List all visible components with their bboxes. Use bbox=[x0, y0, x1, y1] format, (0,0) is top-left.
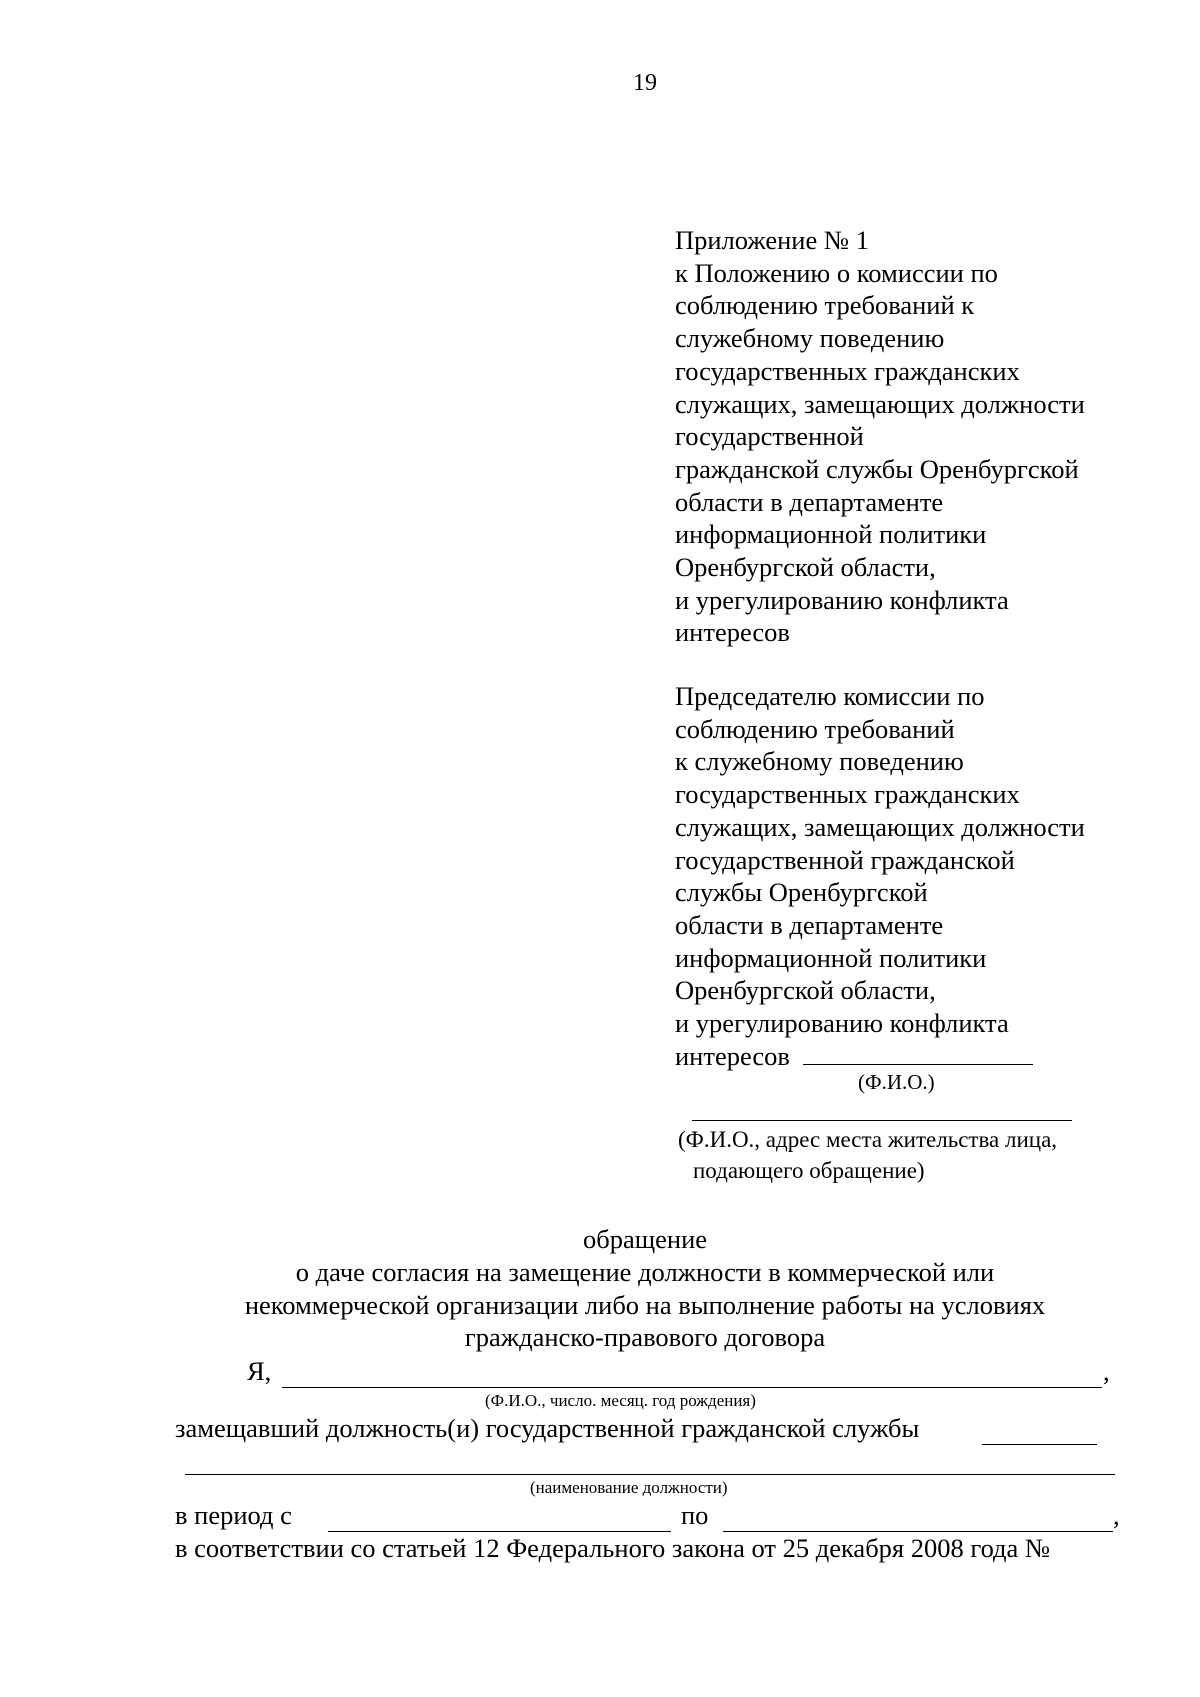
appendix-line: области в департаменте bbox=[675, 486, 944, 517]
appendix-line: к Положению о комиссии по bbox=[675, 257, 998, 288]
addressee-line: службы Оренбургской bbox=[675, 877, 928, 908]
full-name-field[interactable] bbox=[282, 1387, 1102, 1388]
addressee-line: государственных гражданских bbox=[675, 779, 1020, 810]
document-subtitle-line1: о даче согласия на замещение должности в коммерческой или bbox=[295, 1257, 995, 1287]
law-reference: в соответствии со статьей 12 Федерального закона от 25 декабря 2008 года № bbox=[175, 1533, 1051, 1563]
document-title: обращение bbox=[582, 1224, 708, 1254]
page-number: 19 bbox=[633, 70, 657, 96]
appendix-line: гражданской службы Оренбургской bbox=[675, 453, 1079, 484]
position-text: замещавший должность(и) государственной гражданской службы bbox=[175, 1413, 920, 1443]
addressee-line: Председателю комиссии по bbox=[675, 681, 985, 711]
chair-name-field[interactable] bbox=[803, 1040, 1033, 1065]
addressee-line: служащих, замещающих должности bbox=[675, 811, 1085, 842]
period-from-label: в период с bbox=[175, 1500, 292, 1530]
addressee-line: и урегулированию конфликта bbox=[675, 1008, 1009, 1039]
full-name-caption: (Ф.И.О., число. месяц. год рождения) bbox=[485, 1391, 756, 1410]
period-to-field[interactable] bbox=[723, 1531, 1113, 1532]
appendix-line: интересов bbox=[675, 617, 790, 648]
addressee-last-line bbox=[675, 1040, 1085, 1073]
appendix-line: государственной bbox=[675, 421, 864, 452]
period-from-field[interactable] bbox=[328, 1531, 671, 1532]
addressee-last-line-text: интересов bbox=[675, 1040, 790, 1071]
chair-name-caption: (Ф.И.О.) bbox=[858, 1070, 935, 1094]
appendix-line: служащих, замещающих должности bbox=[675, 388, 1085, 419]
i-comma: , bbox=[1103, 1356, 1110, 1386]
applicant-caption-line2: подающего обращение) bbox=[693, 1158, 925, 1183]
appendix-line: Приложение № 1 bbox=[675, 225, 870, 255]
addressee-block bbox=[675, 680, 1085, 1072]
addressee-line: области в департаменте bbox=[675, 909, 944, 940]
addressee-line: соблюдению требований bbox=[675, 713, 955, 744]
applicant-caption-line1: (Ф.И.О., адрес места жительства лица, bbox=[678, 1127, 1058, 1152]
appendix-line: и урегулированию конфликта bbox=[675, 584, 1009, 615]
appendix-line: служебному поведению bbox=[675, 323, 945, 354]
addressee-lines bbox=[675, 680, 1085, 1040]
addressee-line: Оренбургской области, bbox=[675, 975, 936, 1006]
appendix-line: Оренбургской области, bbox=[675, 552, 936, 583]
addressee-line: государственной гражданской bbox=[675, 844, 1015, 875]
position-caption: (наименование должности) bbox=[530, 1478, 728, 1497]
applicant-field[interactable] bbox=[692, 1120, 1072, 1121]
addressee-line: информационной политики bbox=[675, 942, 987, 973]
period-comma: , bbox=[1113, 1500, 1120, 1530]
position-field-inline[interactable] bbox=[982, 1444, 1097, 1445]
position-field[interactable] bbox=[185, 1474, 1115, 1475]
i-label: Я, bbox=[247, 1356, 272, 1386]
addressee-line: к служебному поведению bbox=[675, 746, 964, 777]
period-to-label: по bbox=[681, 1500, 709, 1530]
appendix-line: информационной политики bbox=[675, 519, 987, 550]
document-subtitle-line3: гражданско-правового договора bbox=[464, 1322, 826, 1352]
appendix-block bbox=[675, 224, 1085, 649]
appendix-line: государственных гражданских bbox=[675, 355, 1020, 386]
document-subtitle-line2: некоммерческой организации либо на выполнение работы на условиях bbox=[244, 1290, 1046, 1320]
appendix-line: соблюдению требований к bbox=[675, 290, 975, 321]
